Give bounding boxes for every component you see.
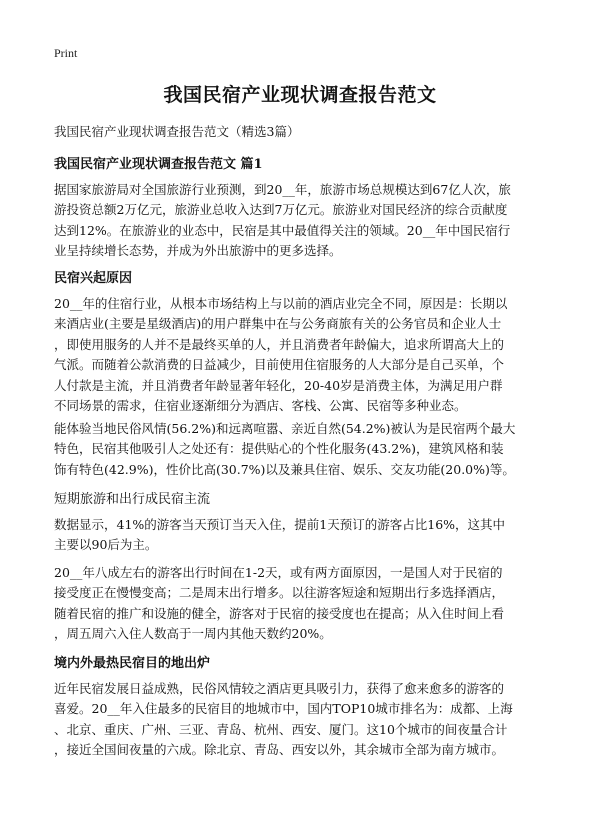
paragraph-industry-structure (54, 294, 546, 416)
paragraph-line: 主要以90后为主。 (54, 537, 158, 553)
paragraph-line: 20__年的住宿行业，从根本市场结构上与以前的酒店业完全不同，原因是：长期以 (54, 296, 508, 311)
paragraph-booking-data (54, 515, 546, 556)
paragraph-line: 随着民宿的推广和设施的健全，游客对于民宿的接受度也在提高；从入住时间上看 (54, 605, 505, 621)
paragraph-travel-time (54, 563, 546, 645)
paragraph-line: 近年民宿发展日益成熟，民俗风情较之酒店更具吸引力，获得了愈来愈多的游客的 (54, 681, 505, 696)
paragraph-line: 气派。而随着公款消费的日益减少，目前使用住宿服务的人大部分是自己买单，个 (54, 357, 505, 373)
paragraph-line: 游投资总额2万亿元，旅游业总收入达到7万亿元。旅游业对国民经济的综合贡献度 (54, 202, 508, 218)
section-heading-part1: 我国民宿产业现状调查报告范文 篇1 (54, 157, 263, 172)
paragraph-line: ，接近全国间夜量的六成。除北京、青岛、西安以外，其余城市全部为南方城市。 (54, 742, 505, 758)
paragraph-line: 数据显示，41%的游客当天预订当天入住，提前1天预订的游客占比16%，这其中 (54, 517, 506, 532)
paragraph-line: 达到12%。在旅游业的业态中，民宿是其中最值得关注的领域。20__年中国民宿行 (54, 222, 511, 238)
paragraph-line: 20__年八成左右的游客出行时间在1-2天，或有两方面原因，一是国人对于民宿的 (54, 565, 503, 580)
paragraph-line: 能体验当地民俗风情(56.2%)和远离喧嚣、亲近自然(54.2%)被认为是民宿两个最大 (54, 421, 516, 436)
paragraph-line: 不同场景的需求，住宿业逐渐细分为酒店、客栈、公寓、民宿等多种业态。 (54, 398, 467, 414)
paragraph-line: 据国家旅游局对全国旅游行业预测，到20__年，旅游市场总规模达到67亿人次，旅 (54, 182, 511, 197)
paragraph-line: 业呈持续增长态势，并成为外出旅游中的更多选择。 (54, 243, 342, 259)
document-subtitle: 我国民宿产业现状调查报告范文（精选3篇） (54, 124, 300, 139)
section-heading-destinations: 境内外最热民宿目的地出炉 (54, 656, 211, 671)
paragraph-line: 接受度正在慢慢变高；二是周末出行增多。以往游客短途和短期出行多选择酒店， (54, 585, 505, 601)
paragraph-line: ，即使用服务的人并不是最终买单的人，并且消费者年龄偏大，追求所谓高大上的 (54, 336, 505, 352)
paragraph-line: 特色，民宿其他吸引人之处还有：提供贴心的个性化服务(43.2%)，建筑风格和装 (54, 441, 504, 457)
paragraph-market-forecast (54, 180, 546, 262)
print-link[interactable]: Print (54, 46, 78, 60)
paragraph-line: ，周五周六入住人数高于一周内其他天数约20%。 (54, 626, 332, 642)
paragraph-destinations (54, 679, 546, 761)
page-title: 我国民宿产业现状调查报告范文 (163, 84, 437, 106)
section-heading-origins: 民宿兴起原因 (54, 271, 133, 286)
paragraph-line: 、北京、重庆、广州、三亚、青岛、杭州、西安、厦门。这10个城市的间夜量合计 (54, 721, 508, 737)
paragraph-line: 来酒店业(主要是星级酒店)的用户群集中在与公务商旅有关的公务官员和企业人士 (54, 316, 502, 332)
paragraph-features (54, 419, 546, 480)
paragraph-line: 人付款是主流，并且消费者年龄显著年轻化，20-40岁是消费主体，为满足用户群 (54, 377, 503, 393)
paragraph-line: 饰有特色(42.9%)，性价比高(30.7%)以及兼具住宿、娱乐、交友功能(20.0%)等。 (54, 461, 515, 477)
paragraph-line: 喜爱。20__年入住最多的民宿目的地城市中，国内TOP10城市排名为：成都、上海 (54, 701, 513, 717)
section-heading-short-trips: 短期旅游和出行成民宿主流 (54, 492, 211, 507)
